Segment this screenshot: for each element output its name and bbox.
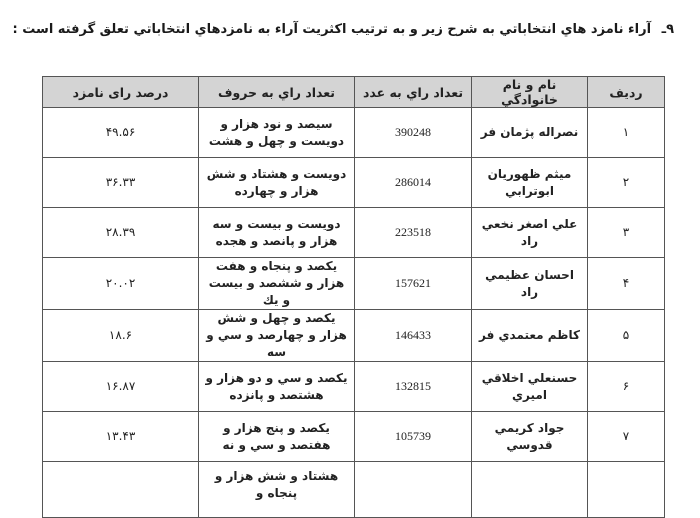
table-row (43, 208, 665, 258)
votes-number: 223518 (355, 208, 472, 258)
candidate-name: علي اصغر نخعي راد (472, 208, 588, 258)
votes-words: دويست و بيست و سه هزار و پانصد و هجده (199, 208, 355, 258)
election-results-table (42, 76, 665, 518)
votes-words: دويست و هشتاد و شش هزار و چهارده (199, 158, 355, 208)
vote-percent: ۲۰.۰۲ (43, 258, 199, 310)
candidate-name: حسنعلي اخلاقي اميري (472, 362, 588, 412)
vote-percent: ۲۸.۳۹ (43, 208, 199, 258)
votes-number: 390248 (355, 108, 472, 158)
table-row (43, 158, 665, 208)
row-number: ۵ (588, 310, 665, 362)
candidate-name: نصراله پژمان فر (472, 108, 588, 158)
vote-percent (43, 462, 199, 518)
vote-percent: ۳۶.۳۳ (43, 158, 199, 208)
row-number: ۲ (588, 158, 665, 208)
votes-number (355, 462, 472, 518)
row-number: ۶ (588, 362, 665, 412)
table-row (43, 412, 665, 462)
vote-percent: ۴۹.۵۶ (43, 108, 199, 158)
header-name: نام و نام خانوادگي (472, 77, 588, 108)
votes-words: يكصد و چهل و شش هزار و چهارصد و سي و سه (199, 310, 355, 362)
votes-number: 157621 (355, 258, 472, 310)
votes-words: يكصد و پنجاه و هفت هزار و ششصد و بيست و يك (199, 258, 355, 310)
header-votes-number: تعداد راي به عدد (355, 77, 472, 108)
row-number: ۷ (588, 412, 665, 462)
table-row (43, 310, 665, 362)
table-row (43, 462, 665, 518)
header-row-number: رديف (588, 77, 665, 108)
table-header-row (43, 77, 665, 108)
candidate-name: احسان عظيمي راد (472, 258, 588, 310)
votes-number: 146433 (355, 310, 472, 362)
row-number: ۳ (588, 208, 665, 258)
candidate-name: جواد كريمي قدوسي (472, 412, 588, 462)
votes-number: 132815 (355, 362, 472, 412)
intro-paragraph (12, 22, 674, 37)
votes-words: سيصد و نود هزار و دويست و چهل و هشت (199, 108, 355, 158)
table-row (43, 362, 665, 412)
candidate-name: كاظم معتمدي فر (472, 310, 588, 362)
table-row (43, 108, 665, 158)
intro-text: آراء نامزد هاي انتخاباتي به شرح زير و به ترتيب اكثريت آراء به نامزدهاي انتخاباتي تعلق گرفته است : (12, 22, 652, 37)
candidate-name: ميثم ظهوريان ابوترابي (472, 158, 588, 208)
votes-number: 286014 (355, 158, 472, 208)
vote-percent: ۱۸.۶ (43, 310, 199, 362)
votes-words: يكصد و سي و دو هزار و هشتصد و پانزده (199, 362, 355, 412)
vote-percent: ۱۶.۸۷ (43, 362, 199, 412)
votes-words: هشتاد و شش هزار و پنجاه و (199, 462, 355, 518)
votes-number: 105739 (355, 412, 472, 462)
votes-words: يكصد و پنج هزار و هفتصد و سي و نه (199, 412, 355, 462)
candidate-name (472, 462, 588, 518)
row-number: ۱ (588, 108, 665, 158)
row-number (588, 462, 665, 518)
section-number: ۹ـ (661, 22, 674, 37)
row-number: ۴ (588, 258, 665, 310)
header-votes-words: تعداد راي به حروف (199, 77, 355, 108)
vote-percent: ۱۳.۴۳ (43, 412, 199, 462)
table-row (43, 258, 665, 310)
header-percent: درصد راى نامزد (43, 77, 199, 108)
